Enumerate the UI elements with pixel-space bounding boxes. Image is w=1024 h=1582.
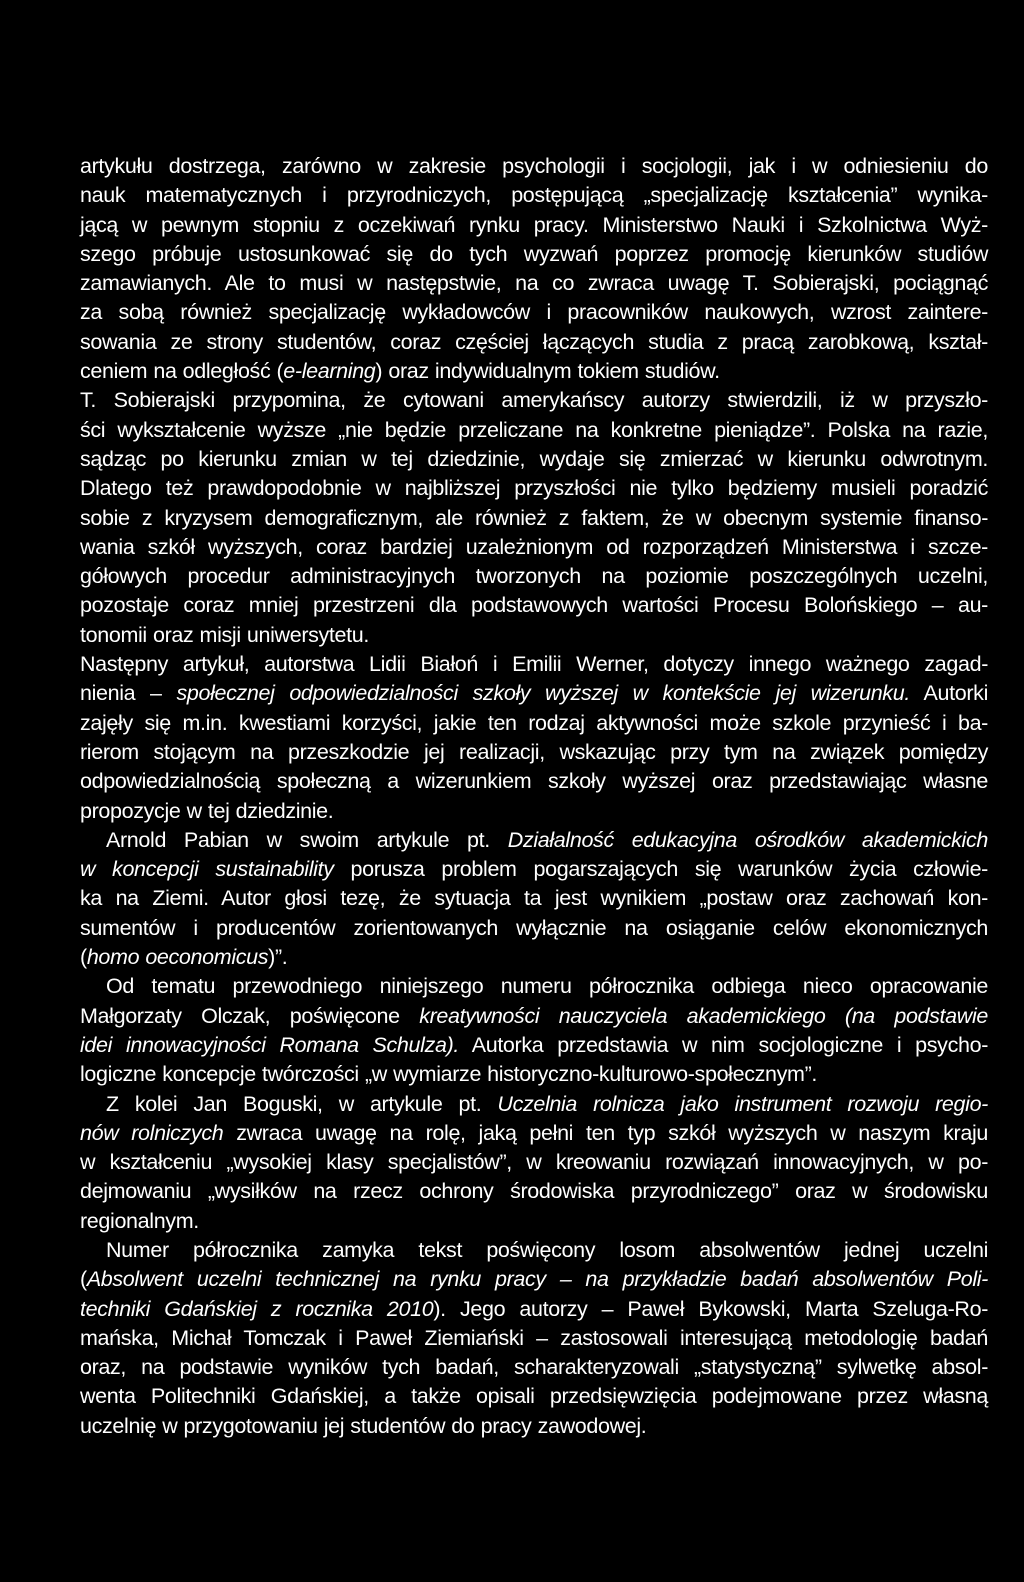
text-segment: wania szkół wyższych, coraz bardziej uzależnionym od rozporządzeń Ministerstwa i szcze- xyxy=(80,534,988,559)
text-segment: artykułu dostrzega, zarówno w zakresie psychologii i socjologii, jak i w odniesieniu do xyxy=(80,154,988,178)
text-line xyxy=(80,298,988,327)
text-line xyxy=(80,709,988,738)
text-segment: Autorka przedstawia w nim socjologiczne i psycho- xyxy=(459,1032,989,1057)
text-segment: ( xyxy=(80,945,87,970)
text-segment: nienia – xyxy=(80,681,177,706)
text-segment: mańska, Michał Tomczak i Paweł Ziemiański – zastosowali interesującą metodologię badań xyxy=(80,1325,988,1350)
text-line xyxy=(80,357,988,386)
text-line xyxy=(80,1031,988,1060)
text-line xyxy=(80,562,988,591)
text-line xyxy=(80,972,988,1001)
text-segment: dejmowaniu „wysiłków na rzecz ochrony środowiska przyrodniczego” oraz w środowisku xyxy=(80,1179,988,1204)
text-segment: porusza problem pogarszających się warunków życia człowie- xyxy=(333,857,988,882)
text-line xyxy=(80,240,988,269)
text-line xyxy=(80,914,988,943)
text-segment: zajęły się m.in. kwestiami korzyści, jakie ten rodzaj aktywności może szkole przynieść i ba- xyxy=(80,710,988,735)
text-line xyxy=(80,1324,988,1353)
text-segment: ka na Ziemi. Autor głosi tezę, że sytuacja ta jest wynikiem „postaw oraz zachowań kon- xyxy=(80,886,988,911)
text-line xyxy=(80,181,988,210)
text-segment: nauk matematycznych i przyrodniczych, postępującą „specjalizację kształcenia” wynika- xyxy=(80,183,988,208)
text-segment: Następny artykuł, autorstwa Lidii Białoń i Emilii Werner, dotyczy innego ważnego zagad- xyxy=(80,652,988,677)
document-page xyxy=(80,152,988,1441)
text-segment: Z kolei Jan Boguski, w artykule pt. xyxy=(106,1091,498,1116)
text-line xyxy=(80,1353,988,1382)
text-line xyxy=(80,650,988,679)
text-line xyxy=(80,1148,988,1177)
text-line xyxy=(80,1295,988,1324)
text-segment: ) oraz indywidualnym tokiem studiów. xyxy=(375,359,720,384)
text-segment: wenta Politechniki Gdańskiej, a także opisali przedsięwzięcia podejmowane przez własną xyxy=(80,1384,988,1409)
text-line xyxy=(80,855,988,884)
text-segment: Arnold Pabian w swoim artykule pt. xyxy=(106,827,508,852)
text-segment: Numer półrocznika zamyka tekst poświęcony losom absolwentów jednej uczelni xyxy=(106,1237,988,1262)
text-segment: Od tematu przewodniego niniejszego numeru półrocznika odbiega nieco opracowanie xyxy=(106,974,988,999)
text-line xyxy=(80,767,988,796)
text-segment: uczelnię w przygotowaniu jej studentów do pracy zawodowej. xyxy=(80,1413,647,1438)
italic-text-segment: idei innowacyjności Romana Schulza). xyxy=(80,1032,460,1057)
italic-text-segment: e-learning xyxy=(283,359,376,384)
text-segment: ( xyxy=(80,1267,87,1292)
text-line xyxy=(80,1119,988,1148)
text-segment: tonomii oraz misji uniwersytetu. xyxy=(80,622,370,647)
text-segment: odpowiedzialnością społeczną a wizerunkiem szkoły wyższej oraz przedstawiając własne xyxy=(80,769,988,794)
text-segment: Małgorzaty Olczak, poświęcone xyxy=(80,1003,420,1028)
text-segment: Dlatego też prawdopodobnie w najbliższej przyszłości nie tylko będziemy musieli poradzić xyxy=(80,476,988,501)
text-line xyxy=(80,621,988,650)
text-segment: regionalnym. xyxy=(80,1208,199,1233)
italic-text-segment: w koncepcji sustainability xyxy=(80,857,334,882)
text-line xyxy=(80,1060,988,1089)
text-line xyxy=(80,1177,988,1206)
italic-text-segment: kreatywności nauczyciela akademickiego (na podstawie xyxy=(419,1003,988,1028)
italic-text-segment: techniki Gdańskiej z rocznika 2010 xyxy=(80,1296,434,1321)
text-segment: zamawianych. Ale to musi w następstwie, na co zwraca uwagę T. Sobierajski, pociągnąć xyxy=(80,271,988,296)
text-line xyxy=(80,445,988,474)
text-line xyxy=(80,386,988,415)
text-line xyxy=(80,679,988,708)
text-segment: logiczne koncepcje twórczości „w wymiarze historyczno-kulturowo-społecznym”. xyxy=(80,1062,818,1087)
text-segment: za sobą również specjalizację wykładowców i pracowników naukowych, wzrost zaintere- xyxy=(80,300,988,325)
text-segment: gółowych procedur administracyjnych tworzonych na poziomie poszczególnych uczelni, xyxy=(80,564,988,589)
text-line xyxy=(80,738,988,767)
text-line xyxy=(80,152,988,181)
text-segment: w kształceniu „wysokiej klasy specjalistów”, w kreowaniu rozwiązań innowacyjnych, w po- xyxy=(80,1150,988,1175)
text-line xyxy=(80,416,988,445)
text-segment: Autorki xyxy=(909,681,989,706)
italic-text-segment: Absolwent uczelni technicznej na rynku pracy – na przykładzie badań absolwentów Poli- xyxy=(86,1267,988,1292)
text-segment: sumentów i producentów zorientowanych wyłącznie na osiąganie celów ekonomicznych xyxy=(80,915,988,940)
text-segment: pozostaje coraz mniej przestrzeni dla podstawowych wartości Procesu Bolońskiego – au- xyxy=(80,593,988,618)
text-segment: sobie z kryzysem demograficznym, ale również z faktem, że w obecnym systemie finanso- xyxy=(80,505,988,530)
text-line xyxy=(80,1265,988,1294)
text-line xyxy=(80,1382,988,1411)
text-line xyxy=(80,269,988,298)
text-line xyxy=(80,943,988,972)
italic-text-segment: Działalność edukacyjna ośrodków akademickich xyxy=(507,827,988,852)
italic-text-segment: Uczelnia rolnicza jako instrument rozwoju regio- xyxy=(497,1091,988,1116)
text-line xyxy=(80,826,988,855)
text-line xyxy=(80,1207,988,1236)
italic-text-segment: społecznej odpowiedzialności szkoły wyższej w kontekście jej wizerunku. xyxy=(176,681,910,706)
text-segment: jącą w pewnym stopniu z oczekiwań rynku pracy. Ministerstwo Nauki i Szkolnictwa Wyż- xyxy=(80,212,988,237)
text-segment: oraz, na podstawie wyników tych badań, scharakteryzowali „statystyczną” sylwetkę absol- xyxy=(80,1355,988,1380)
text-segment: ). Jego autorzy – Paweł Bykowski, Marta Szeluga-Ro- xyxy=(433,1296,988,1321)
text-line xyxy=(80,884,988,913)
text-segment: T. Sobierajski przypomina, że cytowani amerykańscy autorzy stwierdzili, iż w przyszło- xyxy=(80,388,988,413)
text-line xyxy=(80,797,988,826)
text-segment: rierom stojącym na przeszkodzie jej realizacji, wskazując przy tym na związek pomiędzy xyxy=(80,739,988,764)
text-line xyxy=(80,1412,988,1441)
text-segment: sowania ze strony studentów, coraz częściej łączących studia z pracą zarobkową, kształ- xyxy=(80,329,988,354)
text-segment: ści wykształcenie wyższe „nie będzie przeliczane na konkretne pieniądze”. Polska na razie, xyxy=(80,417,988,442)
italic-text-segment: nów rolniczych xyxy=(80,1120,224,1145)
text-line xyxy=(80,328,988,357)
text-line xyxy=(80,533,988,562)
text-line xyxy=(80,1236,988,1265)
text-line xyxy=(80,211,988,240)
text-segment: propozycje w tej dziedzinie. xyxy=(80,798,334,823)
text-line xyxy=(80,591,988,620)
text-segment: ceniem na odległość ( xyxy=(80,359,284,384)
text-line xyxy=(80,1090,988,1119)
italic-text-segment: homo oeconomicus xyxy=(86,945,269,970)
text-segment: zwraca uwagę na rolę, jaką pełni ten typ szkół wyższych w naszym kraju xyxy=(223,1120,988,1145)
text-segment: sądząc po kierunku zmian w tej dziedzinie, wydaje się zmierzać w kierunku odwrotnym. xyxy=(80,446,988,471)
text-segment: szego próbuje ustosunkować się do tych wyzwań poprzez promocję kierunków studiów xyxy=(80,241,988,266)
text-line xyxy=(80,1002,988,1031)
text-segment: )”. xyxy=(268,945,288,970)
text-line xyxy=(80,474,988,503)
text-line xyxy=(80,504,988,533)
